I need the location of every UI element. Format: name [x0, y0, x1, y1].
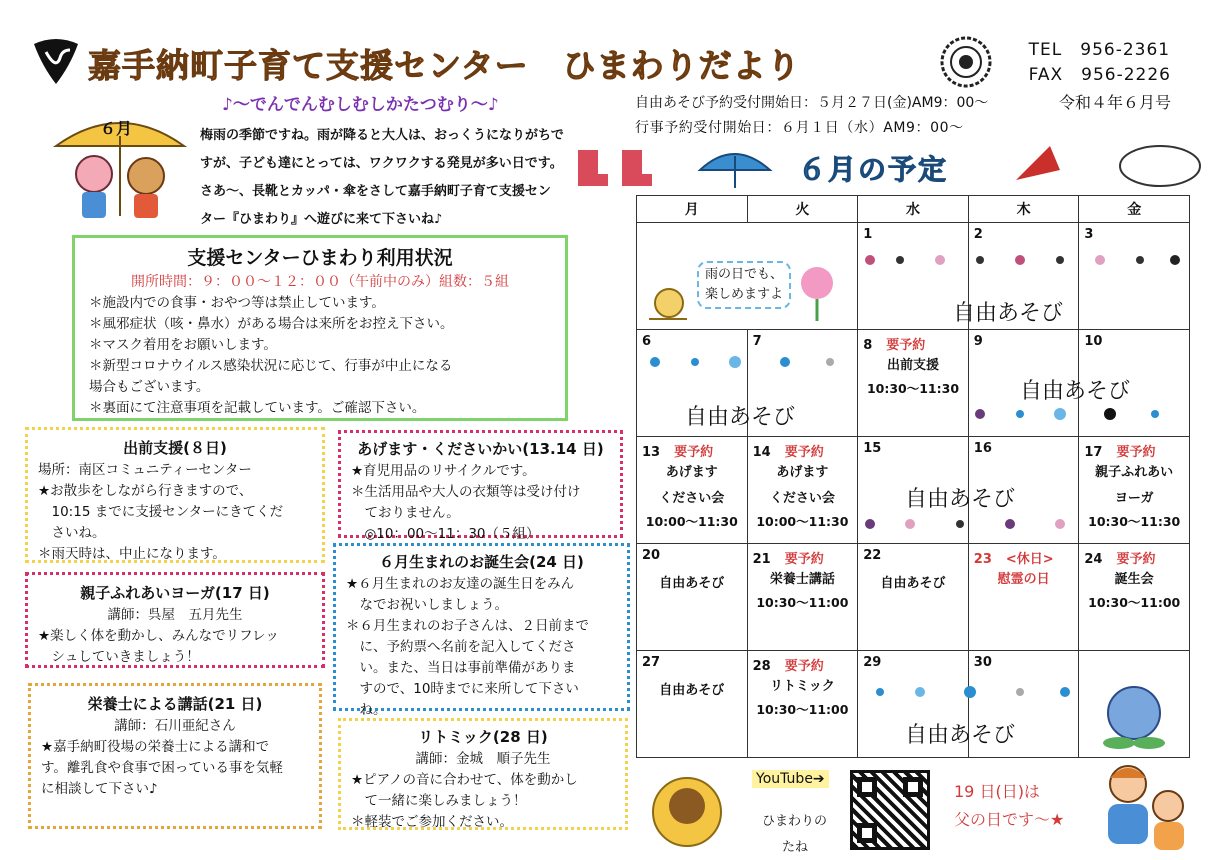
event-name: あげます [665, 465, 718, 480]
event-time: 10:30～11:30 [1088, 514, 1181, 529]
free-play-label: 自由あそび [953, 301, 1064, 326]
reservation-required: 要予約 [886, 338, 926, 353]
eiyo-line: す。離乳食や食事で困っている事を気軽 [41, 760, 283, 776]
reservation-required: 要予約 [784, 445, 824, 460]
reservation-required: 要予約 [784, 552, 824, 567]
calendar-cell [637, 437, 748, 544]
usage-item: ＊風邪症状（咳・鼻水）がある場合は来所をお控え下さい。 [89, 316, 454, 332]
hydrangea-icon [1099, 681, 1169, 751]
day-number: 24 [1084, 552, 1103, 567]
decorative-dots [645, 352, 845, 372]
ritomic-lecturer: 講師：金城 順子先生 [415, 751, 551, 767]
eiyo-line: に相談して下さい♪ [41, 781, 158, 797]
umbrella-cloud-decorations [1010, 140, 1205, 190]
demae-title: 出前支援(８日) [123, 439, 227, 457]
calendar-cell [747, 544, 858, 651]
ritomic-box [338, 718, 628, 830]
birthday-line: ＊６月生まれのお子さんは、２日前まで [346, 618, 589, 634]
usage-item: ＊施設内での食事・おやつ等は禁止しています。 [89, 295, 385, 311]
intro-line: 梅雨の季節ですね。雨が降ると大人は、おっくうになりがちで [200, 128, 564, 143]
calendar-cell [747, 651, 858, 758]
agemasu-line: ◎10：00～11：30（５組） [351, 526, 540, 542]
birthday-title: ６月生まれのお誕生会(24 日) [379, 553, 584, 571]
calendar-cell [1079, 223, 1190, 330]
birthday-line: に、予約票へ名前を記入してくださ [346, 639, 576, 655]
event-time: 10:00～11:30 [756, 514, 849, 529]
day-number: 8 [863, 338, 873, 353]
demae-line: 場所：南区コミュニティーセンター [38, 462, 252, 478]
calendar-cell [747, 437, 858, 544]
day-number: 22 [863, 548, 882, 563]
mascot-umbrella-illustration [50, 106, 190, 226]
day-number: 2 [973, 227, 983, 242]
usage-status-box [72, 235, 568, 421]
birthday-line: い。また、当日は事前準備がありま [346, 660, 576, 676]
demae-line: ＊雨天時は、中止になります。 [38, 546, 226, 562]
reservation-events: 行事予約受付開始日：６月１日（水）AM9：00～ [635, 120, 964, 136]
free-play-label: 自由あそび [685, 405, 796, 430]
event-name: 親子ふれあい [1095, 465, 1174, 480]
decorative-dots [860, 250, 1190, 270]
fathers-day-note [954, 778, 1064, 834]
intro-line: ター『ひまわり』へ遊びに来て下さいね♪ [200, 212, 443, 227]
agemasu-line: ★育児用品のリサイクルです。 [351, 463, 536, 479]
usage-item: ＊新型コロナウイルス感染状況に応じて、行事が中止になる [89, 358, 453, 374]
schedule-title: ６月の予定 [798, 153, 949, 186]
day-number: 14 [752, 445, 771, 460]
issue-date: 令和４年６月号 [1058, 93, 1171, 112]
channel-name: たね [782, 840, 809, 855]
page-title: 嘉手納町子育て支援センター ひまわりだより [88, 46, 801, 85]
weekday-header: 火 [747, 196, 858, 223]
day-number: 21 [752, 552, 771, 567]
yoga-title: 親子ふれあいヨーガ(17 日) [80, 584, 270, 602]
event-name: ください会 [659, 491, 725, 506]
town-logo [30, 36, 82, 88]
birthday-line: ね。 [346, 702, 387, 718]
yoga-line: ★楽しく体を動かし、みんなでリフレッ [38, 628, 279, 644]
eiyo-lecturer: 講師：石川亜紀さん [114, 718, 236, 734]
calendar-cell [637, 651, 748, 758]
usage-title: 支援センターひまわり利用状況 [187, 247, 453, 269]
event-name: 栄養士講話 [769, 572, 835, 587]
agemasu-line: ておりません。 [351, 505, 460, 521]
rain-message: 雨の日でも、 [705, 267, 784, 282]
event-time: 10:30～11:00 [756, 702, 849, 717]
day-number: 15 [863, 441, 882, 456]
decorative-dots [860, 514, 1080, 534]
june-calendar [636, 195, 1190, 758]
birthday-box [333, 543, 630, 718]
reservation-free-play: 自由あそび予約受付開始日：５月２７日(金)AM9：00～ [635, 95, 989, 111]
ritomic-line: ★ピアノの音に合わせて、体を動かし [351, 772, 578, 788]
calendar-cell [968, 544, 1079, 651]
reservation-required: 要予約 [1116, 445, 1156, 460]
calendar-cell [637, 544, 748, 651]
event-name: ヨーガ [1114, 491, 1154, 506]
agemasu-title: あげます・くださいかい(13.14 日) [357, 440, 604, 458]
yoga-line: シュしていきましょう！ [38, 649, 200, 665]
decorative-dots [970, 404, 1170, 424]
birthday-line: すので、10時までに来所して下さい [346, 681, 579, 697]
calendar-cell [1079, 544, 1190, 651]
usage-item: ＊裏面にて注意事項を記載しています。ご確認下さい。 [89, 400, 426, 416]
event-time: 10:30～11:00 [756, 595, 849, 610]
father-child-illustration [1090, 756, 1200, 856]
event-name: 自由あそび [659, 576, 725, 591]
event-name: あげます [776, 465, 829, 480]
event-name: 慰霊の日 [997, 572, 1050, 587]
day-number: 7 [752, 334, 762, 349]
day-number: 20 [642, 548, 661, 563]
intro-line: すが、子ども達にとっては、ワクワクする発見が多い日です。 [200, 156, 563, 171]
agemasu-box [338, 430, 623, 542]
nutrition-talk-box [28, 683, 322, 829]
day-number: 30 [973, 655, 992, 670]
hydrangea-icon [797, 263, 837, 323]
demae-line: ★お散歩をしながら行きますので、 [38, 483, 253, 499]
event-name: リトミック [770, 679, 835, 694]
calendar-cell [1079, 437, 1190, 544]
demae-line: 10:15 までに支援センターにきてくだ [38, 504, 284, 520]
event-name: 誕生会 [1114, 572, 1154, 587]
day-number: 3 [1084, 227, 1094, 242]
day-number: 1 [863, 227, 873, 242]
agemasu-line: ＊生活用品や大人の衣類等は受け付け [351, 484, 581, 500]
rain-decorations [574, 140, 794, 192]
june-badge: ６月 [100, 119, 133, 138]
eiyo-title: 栄養士による講話(21 日) [87, 695, 263, 713]
day-number: 6 [642, 334, 652, 349]
free-play-label: 自由あそび [905, 487, 1016, 512]
day-number: 27 [642, 655, 661, 670]
day-number: 13 [642, 445, 661, 460]
qr-code-icon[interactable] [850, 770, 930, 850]
event-time: 10:30～11:30 [866, 381, 960, 396]
calendar-cell [1079, 651, 1190, 758]
calendar-cell [858, 330, 969, 437]
demae-box [25, 427, 325, 563]
free-play-label: 自由あそび [1020, 379, 1131, 404]
free-play-label: 自由あそび [905, 723, 1016, 748]
reservation-required: 要予約 [674, 445, 714, 460]
event-time: 10:00～11:30 [645, 514, 738, 529]
weekday-header: 月 [637, 196, 748, 223]
day-number: 28 [752, 659, 771, 674]
day-number: 17 [1084, 445, 1103, 460]
fathers-day-line: 父の日です～★ [954, 810, 1065, 829]
ritomic-line: ＊軽装でご参加ください。 [351, 814, 513, 830]
birthday-line: なでお祝いしましょう。 [346, 597, 508, 613]
usage-item: 場合もございます。 [89, 379, 210, 395]
holiday-tag: <休日> [1005, 552, 1054, 567]
contact-info [1029, 38, 1171, 88]
decorative-dots [870, 682, 1080, 702]
calendar-cell [858, 223, 969, 330]
ritomic-line: て一緒に楽しみましょう！ [351, 793, 527, 809]
day-number: 23 [973, 552, 992, 567]
snail-icon [647, 275, 689, 323]
yoga-lecturer: 講師：呉屋 五月先生 [107, 607, 243, 623]
intro-text [200, 122, 580, 234]
eiyo-line: ★嘉手納町役場の栄養士による講和で [41, 739, 270, 755]
reservation-required: 要予約 [784, 659, 824, 674]
rain-message: 楽しめますよ [705, 287, 784, 302]
opening-hours: 開所時間：９：００～１２：００（午前中のみ）組数：５組 [131, 274, 509, 290]
event-name: 自由あそび [659, 683, 725, 698]
ritomic-title: リトミック(28 日) [418, 728, 548, 746]
tel: TEL 956-2361 [1028, 40, 1171, 60]
weekday-header: 木 [968, 196, 1079, 223]
usage-item: ＊マスク着用をお願いします。 [89, 337, 277, 353]
day-number: 10 [1084, 334, 1103, 349]
event-time: 10:30～11:00 [1088, 595, 1181, 610]
weekday-header: 水 [858, 196, 969, 223]
demae-line: さいね。 [38, 525, 106, 541]
birthday-line: ★６月生まれのお友達の誕生日をみん [346, 576, 575, 592]
youtube-link[interactable]: YouTube➔ [752, 770, 829, 788]
sunflower-emblem [940, 36, 992, 88]
intro-line: さあ～、長靴とカッパ・傘をさして嘉手納町子育て支援セン [200, 184, 551, 199]
event-name: ください会 [769, 491, 835, 506]
fathers-day-line: 19 日(日)は [954, 782, 1040, 801]
reservation-required: 要予約 [1116, 552, 1156, 567]
subtitle: ♪～でんでんむしむしかたつむり～♪ [222, 95, 499, 115]
yoga-box [25, 572, 325, 668]
day-number: 16 [973, 441, 992, 456]
calendar-cell-rain [637, 223, 858, 330]
event-name: 出前支援 [886, 358, 939, 373]
fax: FAX 956-2226 [1028, 65, 1171, 85]
sunflower-seed-character [645, 770, 730, 855]
day-number: 9 [973, 334, 983, 349]
channel-name: ひまわりの [762, 814, 828, 829]
event-name: 自由あそび [880, 576, 946, 591]
weekday-header: 金 [1079, 196, 1190, 223]
day-number: 29 [863, 655, 882, 670]
calendar-cell [858, 544, 969, 651]
